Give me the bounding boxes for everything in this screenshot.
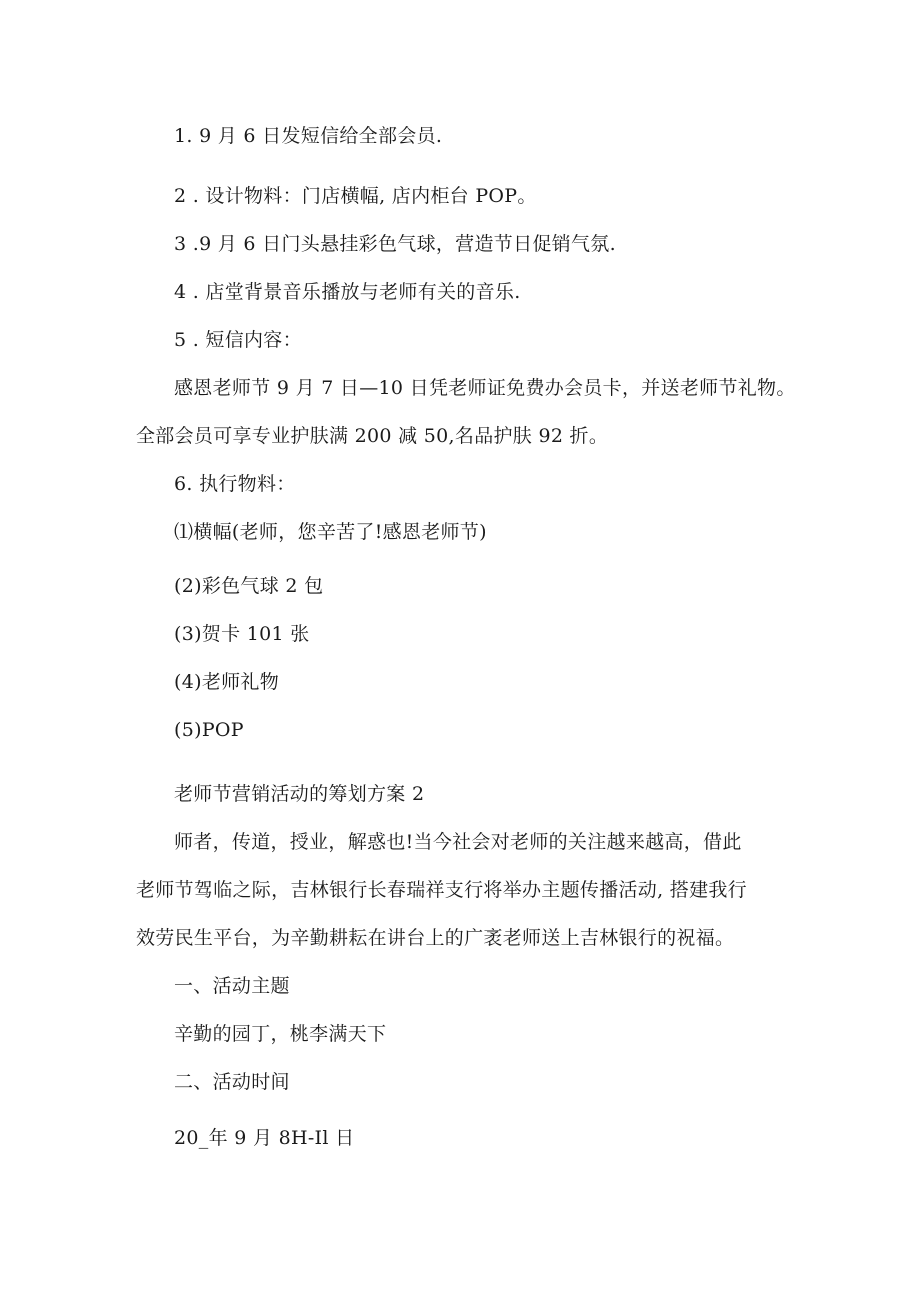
sms-content-line-1: 感恩老师节 9 月 7 日—10 日凭老师证免费办会员卡，并送老师节礼物。 <box>174 377 796 399</box>
list-item-3: 3 .9 月 6 日门头悬挂彩色气球，营造节日促销气氛. <box>174 233 616 255</box>
paragraph-line-1: 师者，传道，授业，解惑也!当今社会对老师的关注越来越高，借此 <box>174 831 742 853</box>
section-heading: 老师节营销活动的筹划方案 2 <box>174 783 425 805</box>
material-item-4: (4)老师礼物 <box>174 671 280 693</box>
theme-text: 辛勤的园丁，桃李满天下 <box>174 1023 387 1045</box>
time-text: 20_年 9 月 8H-Il 日 <box>174 1127 355 1149</box>
material-item-3: (3)贺卡 101 张 <box>174 623 310 645</box>
sms-content-line-2: 全部会员可享专业护肤满 200 减 50,名品护肤 92 折。 <box>136 425 609 447</box>
list-item-2: 2 . 设计物料：门店横幅, 店内柜台 POP。 <box>174 185 537 207</box>
material-item-1: ⑴横幅(老师，您辛苦了!感恩老师节) <box>174 521 487 543</box>
list-item-4: 4 . 店堂背景音乐播放与老师有关的音乐. <box>174 281 521 303</box>
material-item-5: (5)POP <box>174 719 244 741</box>
paragraph-line-2: 老师节驾临之际，吉林银行长春瑞祥支行将举办主题传播活动, 搭建我行 <box>136 879 747 901</box>
paragraph-line-3: 效劳民生平台，为辛勤耕耘在讲台上的广袤老师送上吉林银行的祝福。 <box>136 927 735 949</box>
subheading-time: 二、活动时间 <box>174 1071 290 1093</box>
list-item-6: 6. 执行物料： <box>174 473 296 495</box>
list-item-5: 5 . 短信内容： <box>174 329 302 351</box>
list-item-1: 1. 9 月 6 日发短信给全部会员. <box>174 125 443 147</box>
subheading-theme: 一、活动主题 <box>174 975 290 997</box>
material-item-2: (2)彩色气球 2 包 <box>174 575 324 597</box>
